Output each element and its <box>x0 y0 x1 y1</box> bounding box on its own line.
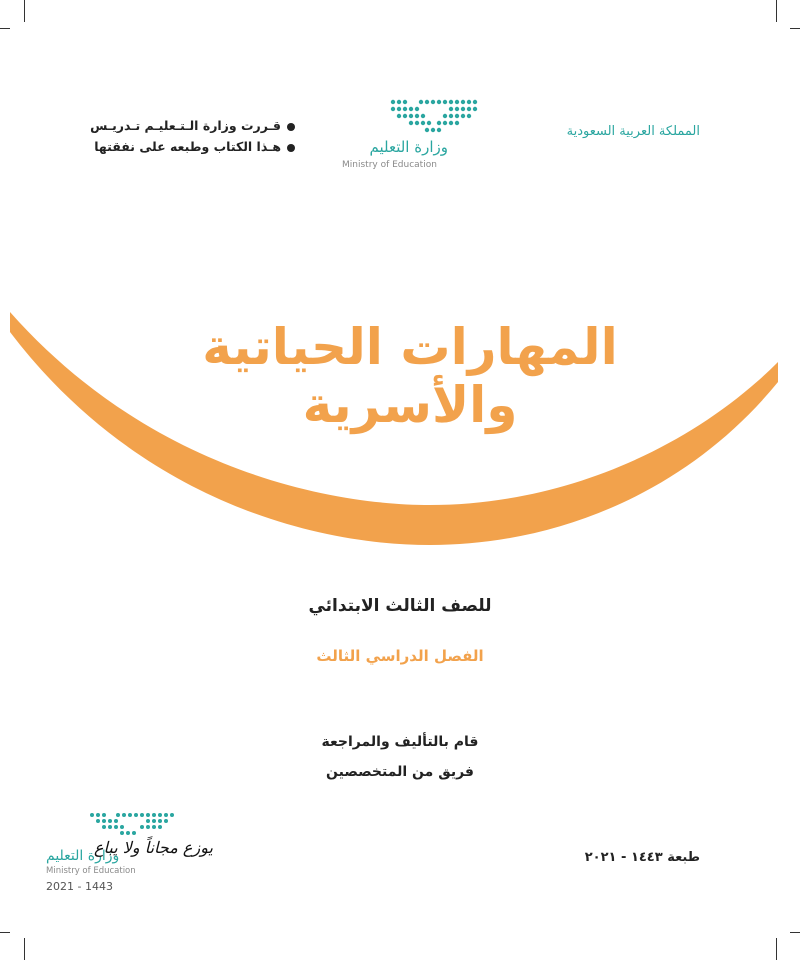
bullet-icon <box>287 123 295 131</box>
crop-mark-side-top-left <box>0 28 10 29</box>
crop-mark-top-left <box>24 0 25 22</box>
crop-mark-bottom-right <box>776 938 777 960</box>
crop-mark-bottom-left <box>24 938 25 960</box>
book-title: المهارات الحياتية والأسرية <box>202 318 618 434</box>
crop-mark-side-bottom-left <box>0 932 10 933</box>
bullet-icon <box>287 144 295 152</box>
crop-mark-side-bottom-right <box>790 932 800 933</box>
kingdom-name: المملكة العربية السعودية <box>566 124 700 139</box>
approval-note-line-2: هـذا الكتاب وطبعه على نفقتها <box>94 139 295 154</box>
grade-level: للصف الثالث الابتدائي <box>308 596 492 616</box>
approval-note-line-1: قـررت وزارة الـتـعليـم تـدريـس <box>90 118 295 133</box>
semester-label: الفصل الدراسي الثالث <box>316 647 484 665</box>
crop-mark-side-top-right <box>790 28 800 29</box>
footer-ministry-name-arabic: وزارة التعليم <box>46 848 120 864</box>
authors-line-1: قام بالتأليف والمراجعة <box>321 734 479 750</box>
footer-ministry-name-english: Ministry of Education <box>46 866 136 876</box>
free-distribution-stamp: يوزع مجاناً ولا يباع <box>94 838 213 857</box>
ministry-name-english: Ministry of Education <box>342 160 437 170</box>
edition-label: طبعة ١٤٤٣ - ٢٠٢١ <box>584 850 700 865</box>
crop-mark-top-right <box>776 0 777 22</box>
authors-line-2: فريق من المتخصصين <box>326 764 474 780</box>
footer-year: 2021 - 1443 <box>46 880 113 893</box>
ministry-name-arabic: وزارة التعليم <box>369 138 448 156</box>
